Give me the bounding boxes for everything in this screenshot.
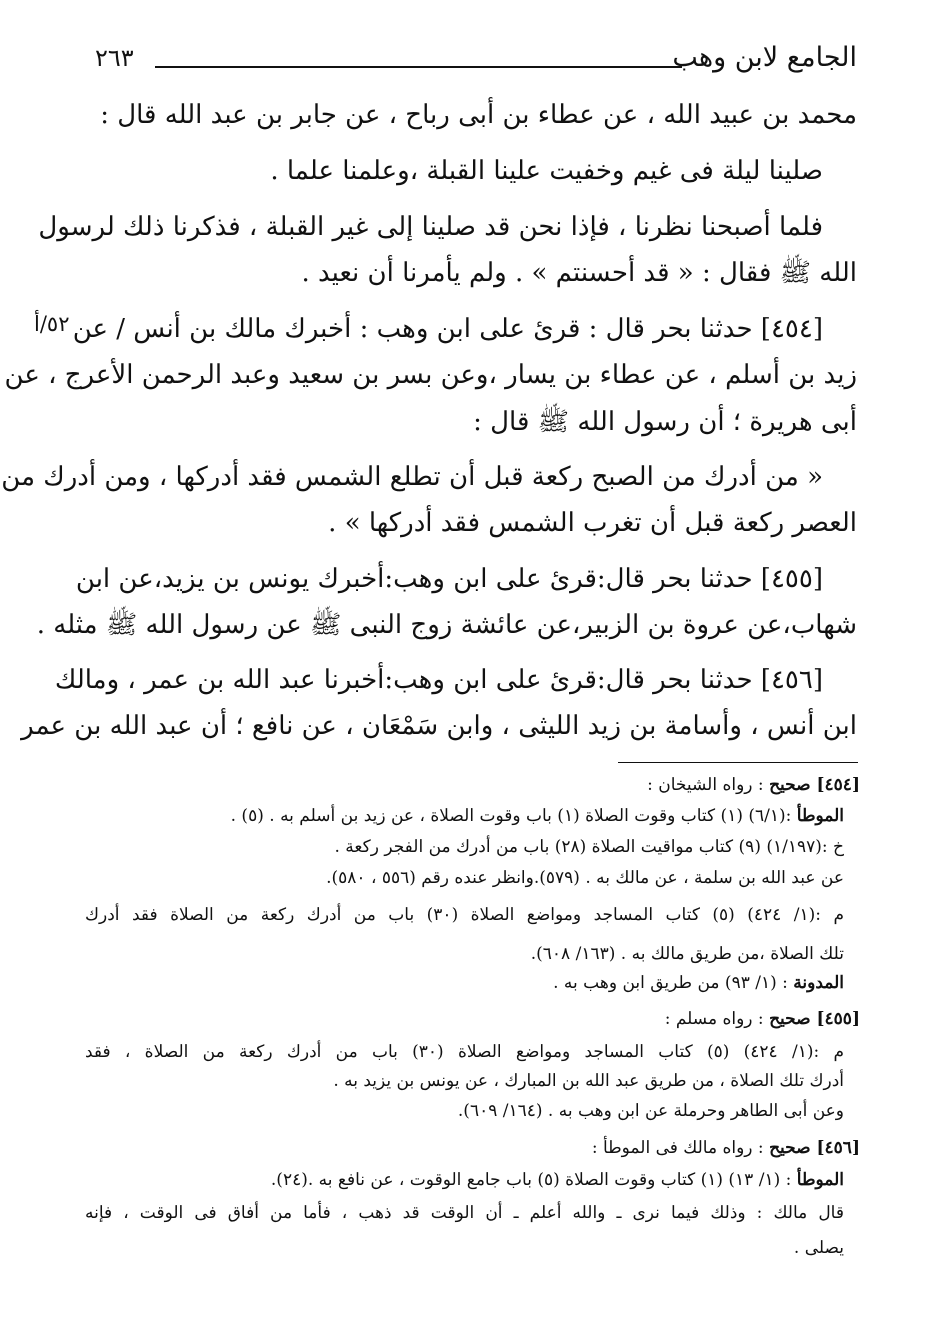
text-line: [٤٥٥] حدثنا بحر قال:قرئ على ابن وهب:أخبرك يونس بن يزيد،عن ابن (75, 564, 823, 594)
footnote-text: : (١/ ٩٣) من طريق ابن وهب به . (553, 973, 794, 993)
header-rule (155, 66, 682, 68)
text-line: « من أدرك من الصبح ركعة قبل أن تطلع الشمس فقد أدركها ، ومن أدرك من (1, 462, 823, 492)
footnote-label: [٤٥٦] صحيح (769, 1138, 860, 1158)
footnote-text: تلك الصلاة ،من طريق مالك به . (١٦٣/ ٦٠٨). (530, 944, 844, 964)
footnote-text: وعن أبى الطاهر وحرملة عن ابن وهب به . (١٦٤/ ٦٠٩). (457, 1101, 844, 1121)
text-line: الله ﷺ فقال : « قد أحسنتم » . ولم يأمرنا أن نعيد . (301, 258, 857, 288)
text-line: أبى هريرة ؛ أن رسول الله ﷺ قال : (473, 407, 857, 437)
text-line: العصر ركعة قبل أن تغرب الشمس فقد أدركها » . (328, 508, 857, 538)
footnote-line (85, 801, 860, 831)
footnote-text: م :(١/ ٤٢٤) (٥) كتاب المساجد ومواضع الصلاة (٣٠) باب من أدرك ركعة من الصلاة ، فقد (85, 1042, 844, 1062)
footnote-line (85, 968, 860, 998)
footnote-label: الموطأ (796, 1170, 844, 1190)
footnote-line (85, 1165, 860, 1195)
footnote-text: : رواه مالك فى الموطأ : (591, 1138, 770, 1158)
footnote-line (85, 1096, 860, 1126)
footnote-line (85, 939, 860, 969)
footnote-text: عن عبد الله بن سلمة ، عن مالك به . (٥٧٩).وانظر عنده رقم (٥٥٦ ، ٥٨٠). (326, 868, 844, 888)
footnote-text: : (١/ ١٣) (١) كتاب وقوت الصلاة (٥) باب جامع الوقوت ، عن نافع به .(٢٤). (270, 1170, 797, 1190)
footnote-line (85, 770, 860, 800)
page-number: ٢٦٣ (95, 44, 134, 72)
text-line: [٤٥٤] حدثنا بحر قال : قرئ على ابن وهب : أخبرك مالك بن أنس / عن (72, 314, 823, 344)
footnote-line (85, 1066, 860, 1096)
footnote-text: أدرك تلك الصلاة ، من طريق عبد الله بن المبارك ، عن يونس بن يزيد به . (333, 1071, 844, 1091)
footnote-line (85, 863, 860, 893)
margin-folio-note: ٥٢/أ (34, 312, 70, 336)
footnote-text: :(٦/١) (١) كتاب وقوت الصلاة (١) باب وقوت الصلاة ، عن زيد بن أسلم به . (٥) . (230, 806, 797, 826)
footnote-label: [٤٥٥] صحيح (769, 1009, 860, 1029)
footnote-label: الموطأ (796, 806, 844, 826)
running-header (95, 42, 857, 82)
footnote-line (85, 1037, 860, 1067)
text-line: ابن أنس ، وأسامة بن زيد الليثى ، وابن سَمْعَان ، عن نافع ؛ أن عبد الله بن عمر (21, 711, 857, 741)
book-title: الجامع لابن وهب (672, 42, 857, 73)
footnote-label: [٤٥٤] صحيح (769, 775, 860, 795)
footnote-text: م :(١/ ٤٢٤) (٥) كتاب المساجد ومواضع الصلاة (٣٠) باب من أدرك ركعة من الصلاة فقد أدرك (85, 905, 844, 925)
text-line: صلينا ليلة فى غيم وخفيت علينا القبلة ،وعلمنا علما . (270, 156, 823, 186)
footnote-label: المدونة (793, 973, 844, 993)
text-line: شهاب،عن عروة بن الزبير،عن عائشة زوج النبى ﷺ عن رسول الله ﷺ مثله . (36, 610, 857, 640)
text-line: محمد بن عبيد الله ، عن عطاء بن أبى رباح ، عن جابر بن عبد الله قال : (100, 100, 857, 130)
footnote-separator (618, 762, 858, 763)
footnote-line (85, 1004, 860, 1034)
footnote-line (85, 1233, 860, 1263)
text-line: فلما أصبحنا نظرنا ، فإذا نحن قد صلينا إلى غير القبلة ، فذكرنا ذلك لرسول (38, 212, 823, 242)
text-line: زيد بن أسلم ، عن عطاء بن يسار ،وعن بسر بن سعيد وعبد الرحمن الأعرج ، عن (4, 360, 857, 390)
footnote-text: : رواه الشيخان : (647, 775, 770, 795)
footnote-text: قال مالك : وذلك فيما نرى ـ والله أعلم ـ أن الوقت قد ذهب ، فأما من أفاق فى الوقت ، فإنه (85, 1203, 844, 1223)
footnote-text: : رواه مسلم : (664, 1009, 770, 1029)
text-line: [٤٥٦] حدثنا بحر قال:قرئ على ابن وهب:أخبرنا عبد الله بن عمر ، ومالك (54, 665, 823, 695)
footnote-text: خ :(١/١٩٧) (٩) كتاب مواقيت الصلاة (٢٨) باب من أدرك من الفجر ركعة . (334, 837, 844, 857)
footnote-text: يصلى . (793, 1238, 844, 1258)
footnote-line (85, 900, 860, 930)
footnote-line (85, 1133, 860, 1163)
footnote-line (85, 832, 860, 862)
footnote-line (85, 1198, 860, 1228)
